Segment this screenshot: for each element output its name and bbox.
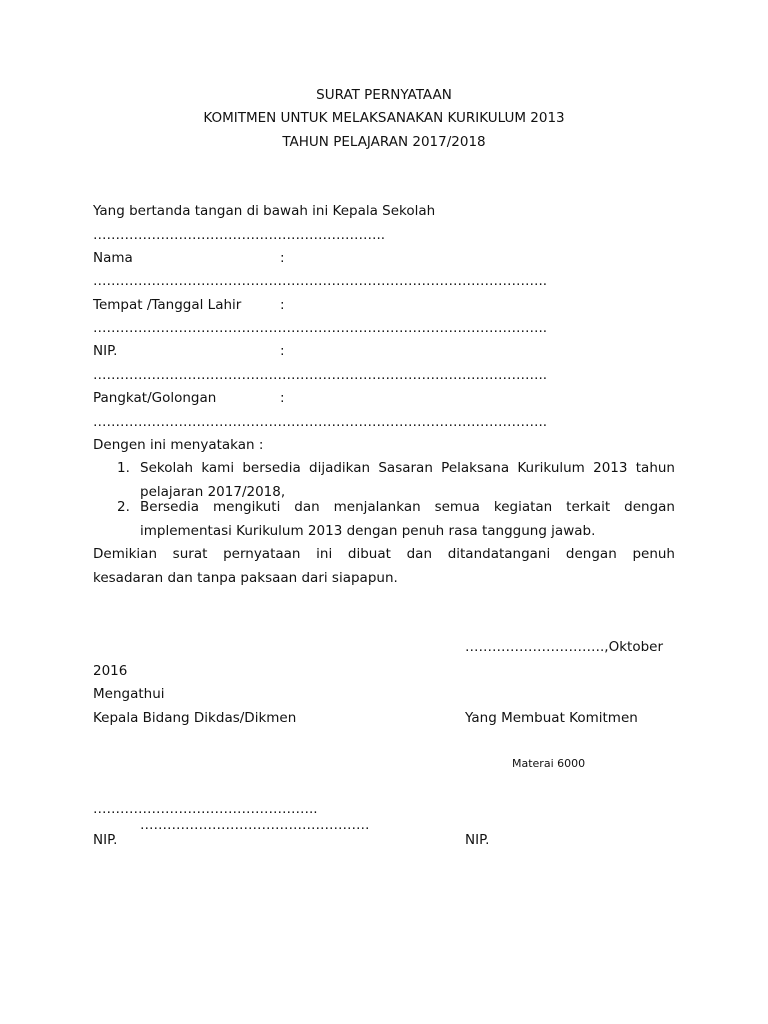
closing-line-1: Demikian surat pernyataan ini dibuat dan ditandatangani dengan penuh bbox=[93, 546, 675, 562]
intro-dots: ……………………………………………………….. bbox=[93, 227, 386, 243]
field-colon: : bbox=[280, 250, 285, 266]
list-number-1: 1. bbox=[117, 460, 130, 476]
left-signer-role: Kepala Bidang Dikdas/Dikmen bbox=[93, 710, 297, 726]
closing-line-2: kesadaran dan tanpa paksaan dari siapapun. bbox=[93, 570, 398, 586]
date-line: ………………………….,Oktober bbox=[465, 639, 664, 655]
field-dots: ……………………………………………………………………………………….. bbox=[93, 273, 548, 289]
list-item-1-line-1: Sekolah kami bersedia dijadikan Sasaran Pelaksana Kurikulum 2013 tahun bbox=[140, 460, 675, 476]
list-item-1-line-2: pelajaran 2017/2018, bbox=[140, 484, 286, 500]
date-year: 2016 bbox=[93, 663, 128, 679]
stamp-label: Materai 6000 bbox=[512, 757, 586, 770]
field-dots: ……………………………………………………………………………………….. bbox=[93, 367, 548, 383]
right-signer-role: Yang Membuat Komitmen bbox=[465, 710, 638, 726]
list-item-2-line-2: implementasi Kurikulum 2013 dengan penuh rasa tanggung jawab. bbox=[140, 523, 596, 539]
field-label-pangkat: Pangkat/Golongan bbox=[93, 390, 217, 406]
field-label-nama: Nama bbox=[93, 250, 133, 266]
mid-signature-dots: …………………………………………… bbox=[140, 817, 370, 833]
list-number-2: 2. bbox=[117, 499, 130, 515]
field-dots: ……………………………………………………………………………………….. bbox=[93, 414, 548, 430]
title-line-2: KOMITMEN UNTUK MELAKSANAKAN KURIKULUM 2013 bbox=[203, 110, 565, 126]
field-colon: : bbox=[280, 390, 285, 406]
field-colon: : bbox=[280, 297, 285, 313]
left-nip-label: NIP. bbox=[93, 832, 118, 848]
field-label-ttl: Tempat /Tanggal Lahir bbox=[93, 297, 242, 313]
list-item-2-line-1: Bersedia mengikuti dan menjalankan semua kegiatan terkait dengan bbox=[140, 499, 675, 515]
statement-lead: Dengen ini menyatakan : bbox=[93, 437, 264, 453]
intro-text: Yang bertanda tangan di bawah ini Kepala Sekolah bbox=[93, 203, 436, 219]
field-label-nip: NIP. bbox=[93, 343, 118, 359]
acknowledge-label: Mengathui bbox=[93, 686, 165, 702]
field-dots: ……………………………………………………………………………………….. bbox=[93, 320, 548, 336]
title-line-3: TAHUN PELAJARAN 2017/2018 bbox=[282, 134, 486, 150]
title-line-1: SURAT PERNYATAAN bbox=[316, 87, 452, 103]
right-nip-label: NIP. bbox=[465, 832, 490, 848]
field-colon: : bbox=[280, 343, 285, 359]
left-signature-dots: ………………………………………….. bbox=[93, 801, 318, 817]
